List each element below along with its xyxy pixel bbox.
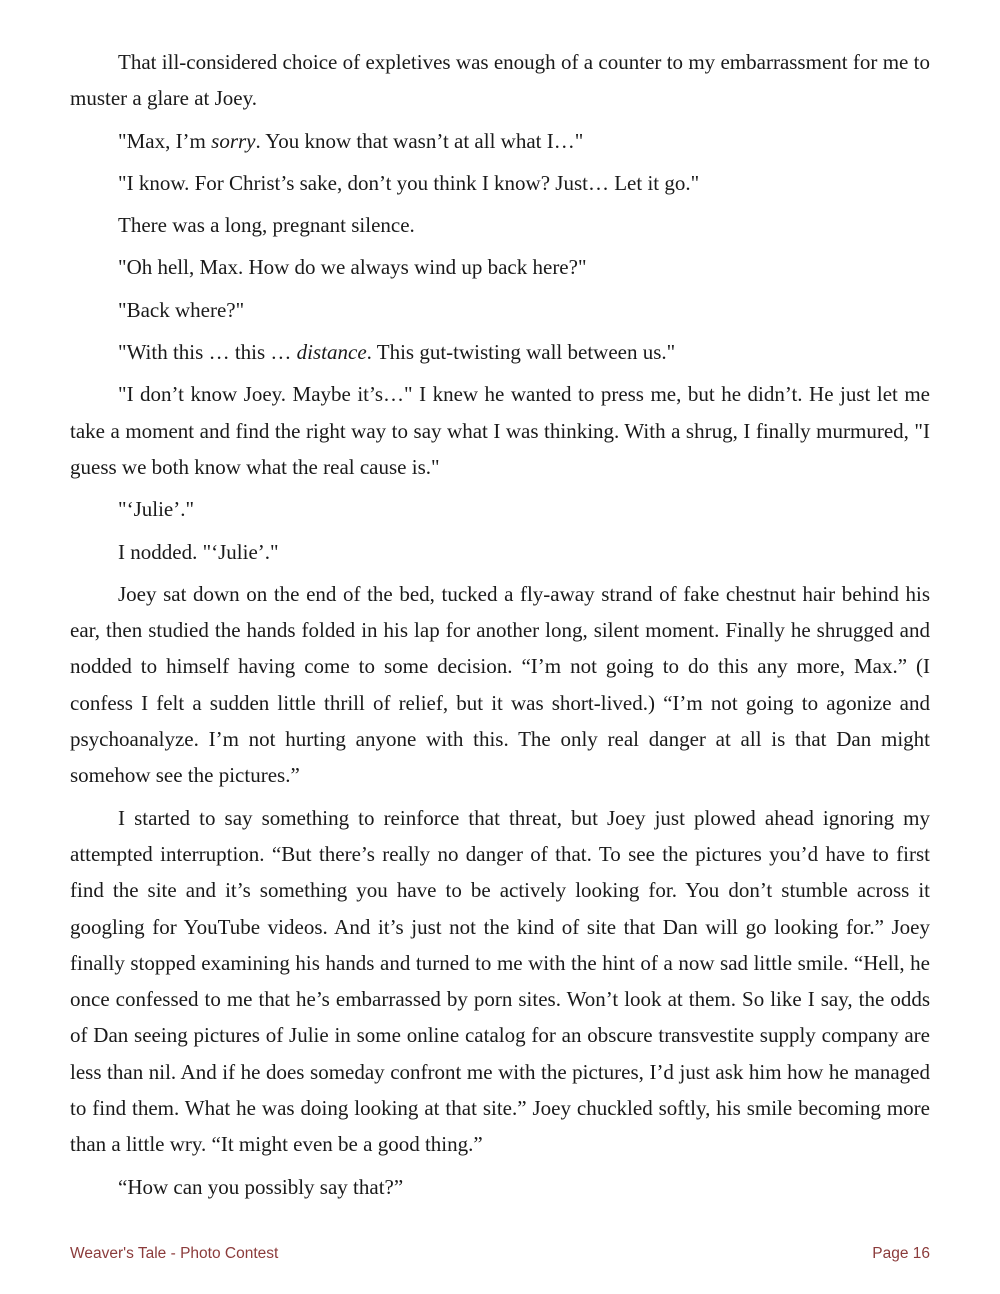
text-run: “How can you possibly say that?” — [118, 1174, 404, 1199]
text-run: "I know. For Christ’s sake, don’t you think I know? Just… Let it go." — [118, 170, 700, 195]
paragraph — [70, 534, 930, 570]
paragraph — [70, 1169, 930, 1205]
text-run: "Max, I’m — [118, 128, 212, 153]
text-run: "I don’t know Joey. Maybe it’s…" I knew he wanted to press me, but he didn’t. He just let me take a moment and find the right way to say what I was thinking. With a shrug, I finally murmured, "I guess we both know what the real cause is." — [70, 382, 930, 479]
footer-title: Weaver's Tale - Photo Contest — [70, 1245, 279, 1262]
text-run: . You know that wasn’t at all what I…" — [255, 128, 584, 153]
text-run: I nodded. "‘Julie’." — [118, 539, 279, 564]
paragraph — [70, 491, 930, 527]
text-run: That ill-considered choice of expletives was enough of a counter to my embarrassment for me to muster a glare at Joey. — [70, 50, 930, 111]
italic-text: sorry — [211, 128, 256, 153]
paragraph — [70, 123, 930, 159]
text-run: There was a long, pregnant silence. — [118, 213, 415, 238]
text-run: "With this … this … — [118, 340, 297, 365]
paragraph — [70, 800, 930, 1163]
paragraph — [70, 292, 930, 328]
paragraph — [70, 576, 930, 794]
page-number: Page 16 — [872, 1245, 930, 1262]
italic-text: distance — [296, 340, 367, 365]
paragraph — [70, 207, 930, 243]
paragraph — [70, 44, 930, 117]
text-run: "Oh hell, Max. How do we always wind up back here?" — [118, 255, 587, 280]
text-run: Joey sat down on the end of the bed, tucked a fly-away strand of fake chestnut hair behind his ear, then studied the hands folded in his lap for another long, silent moment. Finally he shrugged and nodded to himself having come to some decision. “I’m not going to do this any more, Max.” (I confess I felt a sudden little thrill of relief, but it was short-lived.) “I’m not going to agonize and psychoanalyze. I’m not hurting anyone with this. The only real danger at all is that Dan might somehow see the pictures.” — [70, 581, 930, 788]
page-footer — [70, 1245, 930, 1263]
text-run: . This gut-twisting wall between us." — [366, 340, 676, 365]
text-run: "Back where?" — [118, 297, 245, 322]
paragraph — [70, 165, 930, 201]
paragraph — [70, 376, 930, 485]
text-run: I started to say something to reinforce that threat, but Joey just plowed ahead ignoring my attempted interruption. “But there’s really no danger of that. To see the pictures you’d have to first find the site and it’s something you have to be actively looking for. You don’t stumble across it googling for YouTube videos. And it’s just not the kind of site that Dan will go looking for.” Joey finally stopped examining his hands and turned to me with the hint of a now sad little smile. “Hell, he once confessed to me that he’s embarrassed by porn sites. Won’t look at them. So like I say, the odds of Dan seeing pictures of Julie in some online catalog for an obscure transvestite supply company are less than nil. And if he does someday confront me with the pictures, I’d just ask him how he managed to find them. What he was doing looking at that site.” Joey chuckled softly, his smile becoming more than a little wry. “It might even be a good thing.” — [70, 805, 930, 1157]
paragraph — [70, 334, 930, 370]
paragraph — [70, 249, 930, 285]
text-run: "‘Julie’." — [118, 497, 195, 522]
document-body — [70, 44, 930, 1211]
